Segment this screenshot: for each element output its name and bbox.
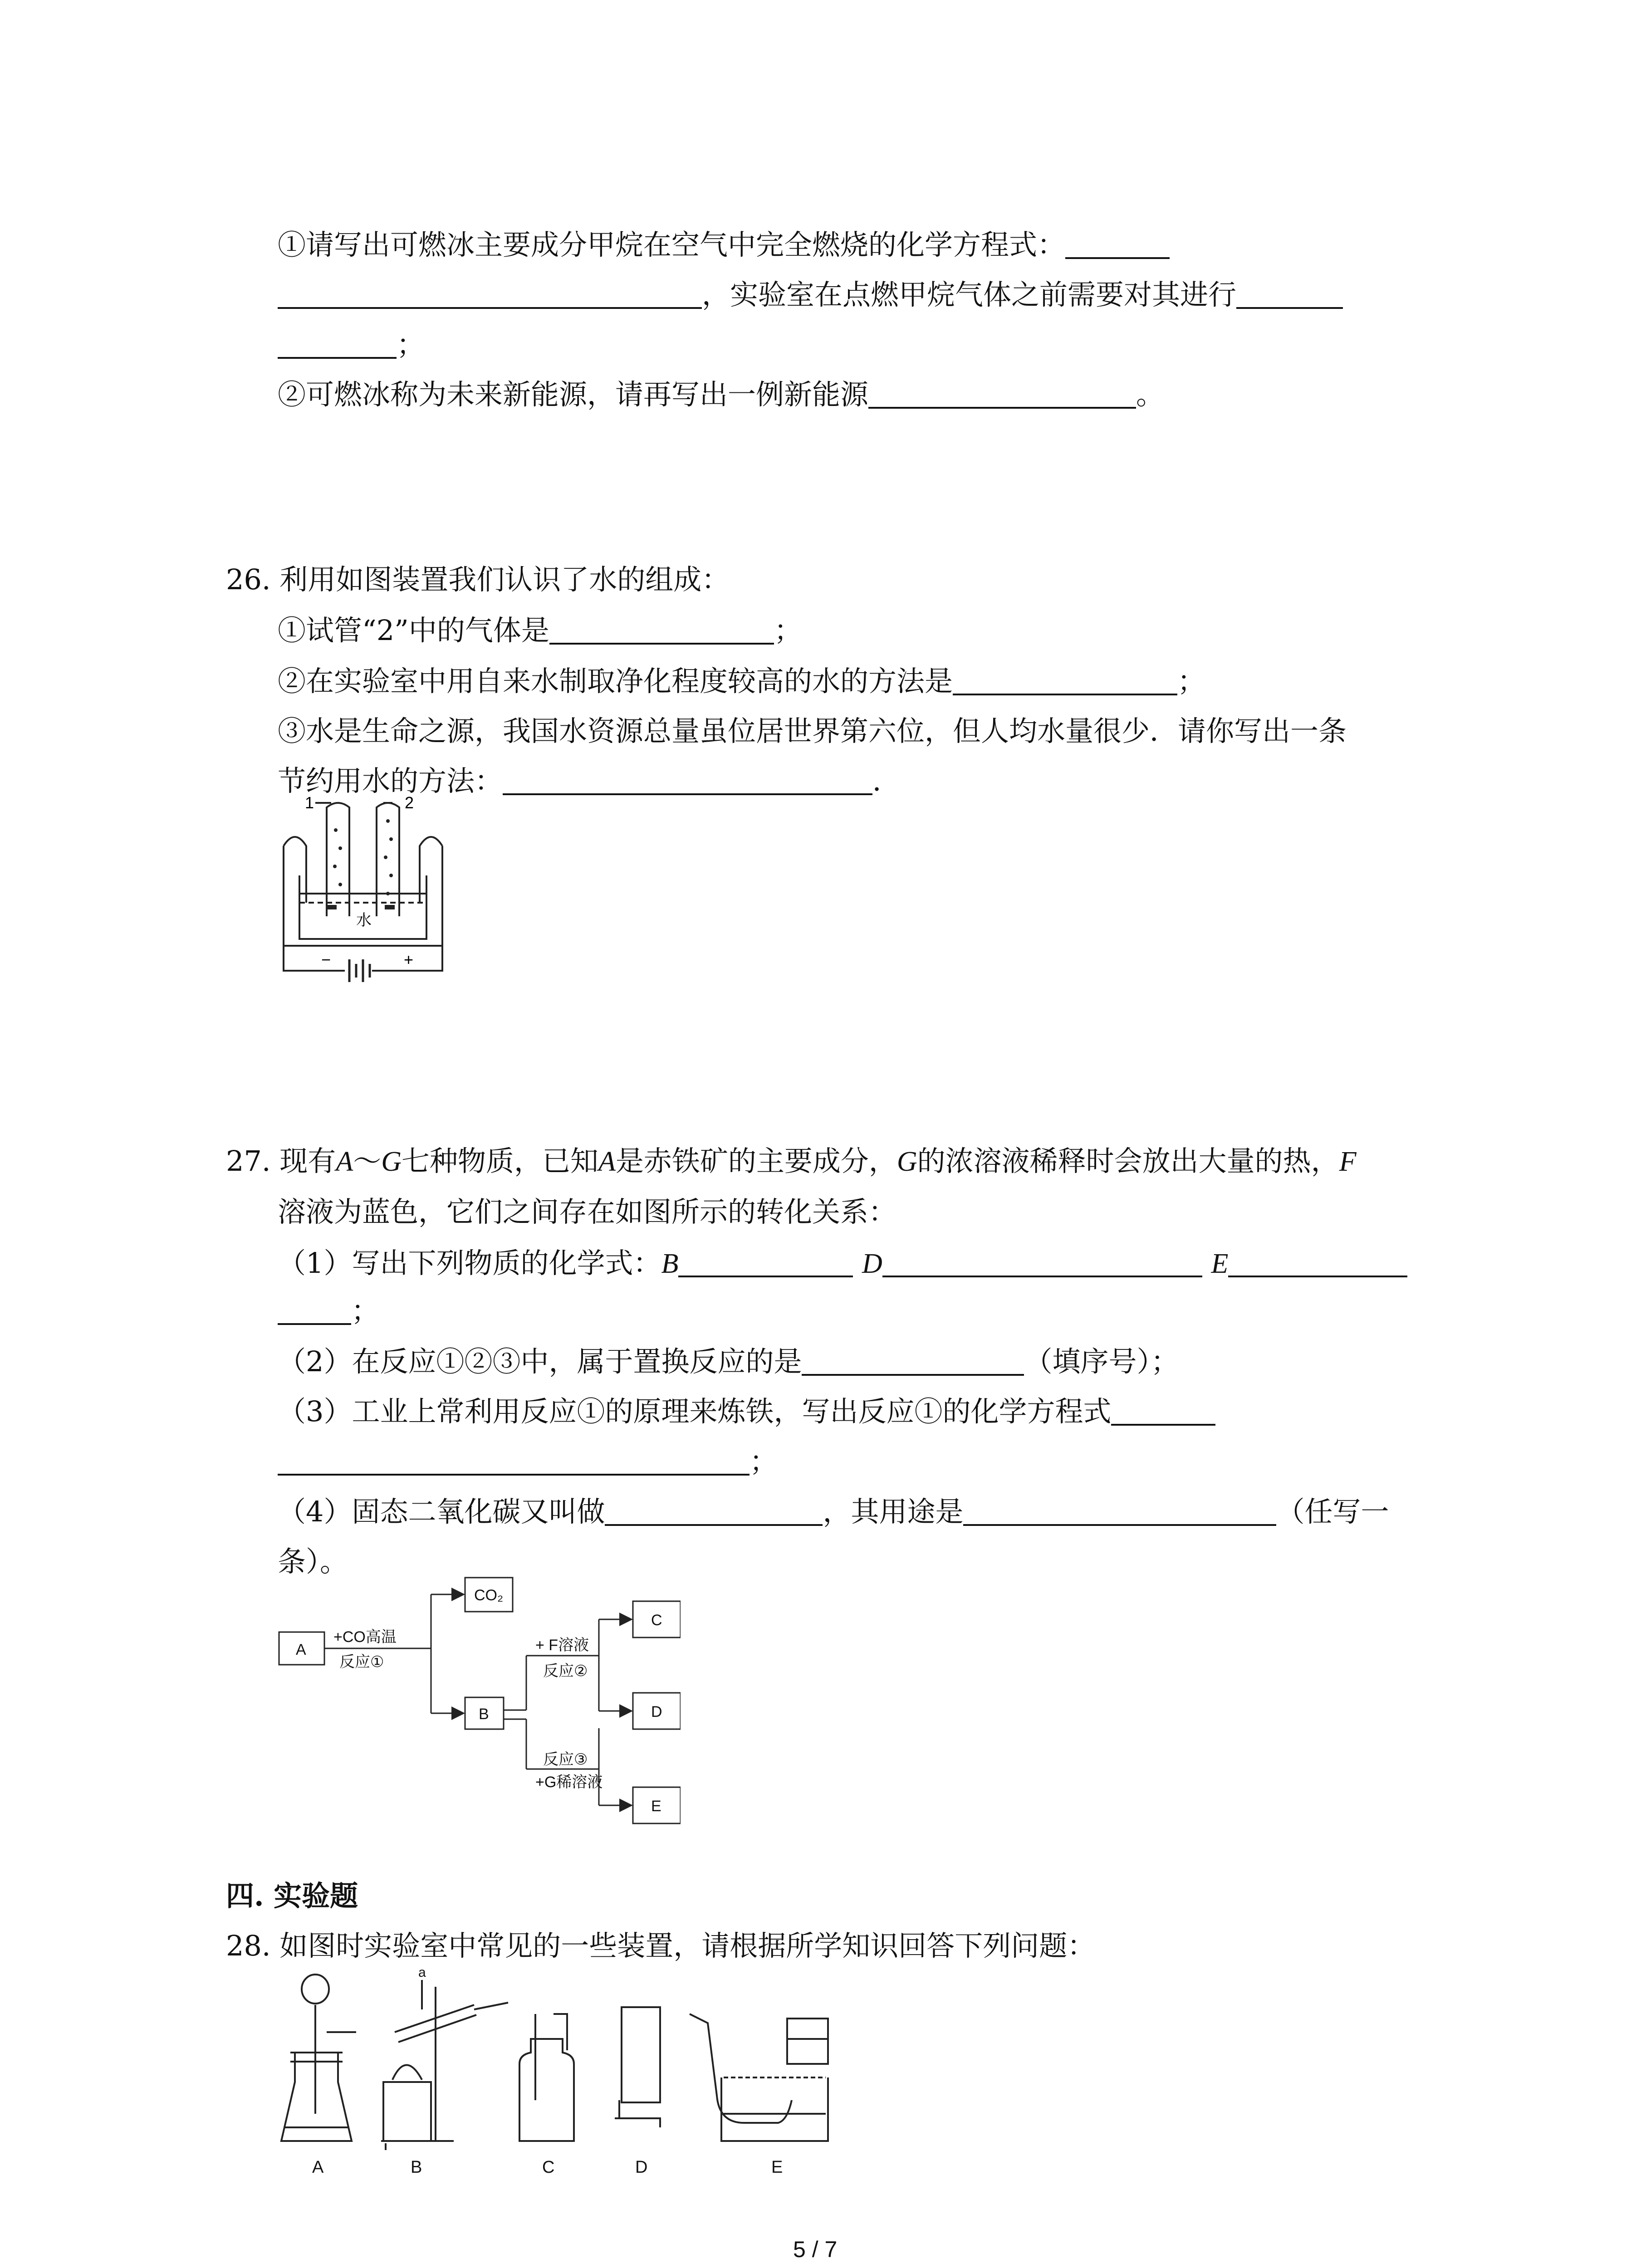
q27-blank-equation[interactable] [1111,1398,1215,1426]
q27-part4-line2: 条）。 [278,1545,348,1578]
q27-part2-end: （填序号）； [1024,1345,1179,1378]
apparatus-label-B: B [411,2158,422,2177]
q25-text-3: ②可燃冰称为未来新能源，请再写出一例新能源 [278,378,869,411]
electrode-2 [385,905,395,909]
q26-sub2-semi: ； [1177,665,1206,698]
q25-line4 [278,372,1164,412]
apparatus-label-a: a [418,1965,426,1980]
q27-blank-replacement[interactable] [802,1348,1024,1376]
q26-sub1 [278,608,802,648]
arrow-label-r2: 反应② [543,1662,588,1680]
q27-part2 [278,1339,1179,1379]
q25-line2 [278,272,1343,313]
q27-t2: 是赤铁矿的主要成分， [615,1144,897,1178]
arrow-label-co: +CO高温 [333,1628,397,1646]
q25-blank-new-energy[interactable] [868,381,1136,409]
box-B-label: B [479,1706,489,1723]
q26-sub3: ③水是生命之源，我国水资源总量虽位居世界第六位，但人均水量很少．请你写出一条 [278,714,1347,748]
q27-part3 [278,1389,1215,1429]
q27-part2-text: （2）在反应①②③中，属于置换反应的是 [278,1345,802,1378]
apparatus-D-bottle [622,2007,660,2102]
lab-apparatus-figure [272,1964,844,2177]
q27-part4-text: （4）固态二氧化碳又叫做 [278,1495,605,1528]
q27-D: D [862,1248,882,1279]
q26-blank-method[interactable] [953,667,1177,695]
q27-num: 27. 现有 [226,1144,336,1178]
apparatus-label-D: D [635,2158,648,2177]
q27-B: B [661,1248,679,1279]
q27-part1 [278,1241,1407,1281]
q27-A: A [336,1146,353,1177]
q26-blank-save-water[interactable] [503,767,872,795]
box-C-label: C [651,1612,662,1629]
q26-sub1-text: ①试管“2”中的气体是 [278,614,549,647]
q27-part4-mid: ，其用途是 [823,1495,964,1528]
q27-blank-D[interactable] [882,1249,1202,1277]
q27-blank-use[interactable] [963,1498,1276,1526]
q27-E: E [1211,1248,1229,1279]
arrow-label-f: + F溶液 [535,1637,589,1654]
q27-A2: A [598,1146,616,1177]
electrode-1 [327,905,337,909]
q25-semi: ； [397,328,425,361]
apparatus-B-tube [395,2005,474,2032]
arrow-label-r3: 反应③ [543,1751,588,1768]
q25-line3 [278,322,425,362]
q27-stem-line1 [226,1139,1357,1179]
q26-sub4-text: 节约用水的方法： [278,764,503,797]
wire-left [284,946,345,971]
q27-part3-text: （3）工业上常利用反应①的原理来炼铁，写出反应①的化学方程式 [278,1395,1112,1428]
q27-F: F [1339,1146,1357,1177]
trough-outline [284,846,442,946]
q27-part3-semi: ； [749,1445,778,1478]
q28-stem: 28. 如图时实验室中常见的一些装置，请根据所学知识回答下列问题： [226,1929,1096,1962]
q27-G: G [381,1146,402,1177]
section-4-heading: 四. 实验题 [226,1879,358,1912]
tube-label-2: 2 [405,793,414,812]
q25-blank-equation[interactable] [1065,231,1170,259]
q25-text-2: ，实验室在点燃甲烷气体之前需要对其进行 [702,278,1237,311]
q27-G2: G [896,1146,917,1177]
apparatus-label-C: C [542,2158,555,2177]
q26-sub4-dot: ． [872,764,901,797]
q27-part1-semi: ； [351,1294,380,1327]
q25-blank-equation-cont[interactable] [278,281,702,309]
apparatus-label-A: A [312,2158,324,2177]
box-E-label: E [651,1798,661,1815]
box-D-label: D [651,1703,662,1721]
apparatus-B-block [383,2082,431,2141]
q26-stem: 26. 利用如图装置我们认识了水的组成： [226,563,730,596]
q25-blank-check-cont[interactable] [278,331,397,359]
q27-part4 [278,1489,1389,1530]
q26-blank-gas[interactable] [549,616,774,645]
q25-blank-check[interactable] [1236,281,1343,309]
minus-label: − [321,950,331,969]
q27-blank-E[interactable] [1228,1249,1407,1277]
box-CO2-label: CO₂ [474,1587,504,1604]
q27-blank-B[interactable] [678,1249,853,1277]
water-label: 水 [356,912,372,929]
q27-t1: 七种物质，已知 [401,1144,598,1178]
q27-t3: 的浓溶液稀释时会放出大量的热， [917,1144,1339,1178]
apparatus-C-bottle [519,2039,574,2141]
arrow-label-r1: 反应① [339,1653,384,1671]
test-tube-1 [327,803,349,916]
q27-part1-cont [278,1288,379,1329]
apparatus-E-bottle [787,2019,828,2064]
q25-text-1: ①请写出可燃冰主要成分甲烷在空气中完全燃烧的化学方程式： [278,228,1066,261]
q26-sub2 [278,659,1205,699]
apparatus-label-E: E [771,2158,783,2177]
q27-stem-line2: 溶液为蓝色，它们之间存在如图所示的转化关系： [278,1195,897,1228]
q27-part3-cont [278,1439,778,1479]
plus-label: + [404,950,414,969]
q25-line1 [278,222,1170,263]
q27-part4-end: （任写一 [1276,1495,1389,1528]
q25-end: 。 [1136,378,1165,411]
electrolysis-apparatus-figure [272,789,454,989]
q26-sub1-semi: ； [774,614,802,647]
q26-sub2-text: ②在实验室中用自来水制取净化程度较高的水的方法是 [278,665,953,698]
q27-blank-dry-ice[interactable] [605,1498,823,1526]
conversion-flowchart [272,1574,681,1842]
q27-tilde: ～ [353,1144,382,1178]
box-A-label: A [296,1641,306,1658]
q27-blank-equation-cont[interactable] [278,1447,749,1476]
apparatus-E-trough [721,2077,828,2141]
page-number: 5 / 7 [793,2237,838,2262]
q27-part1-text: （1）写出下列物质的化学式： [278,1246,661,1280]
tube-label-1: 1 [305,793,314,812]
arrow-label-g: +G稀溶液 [535,1774,603,1791]
q27-blank-E-cont[interactable] [278,1297,351,1325]
